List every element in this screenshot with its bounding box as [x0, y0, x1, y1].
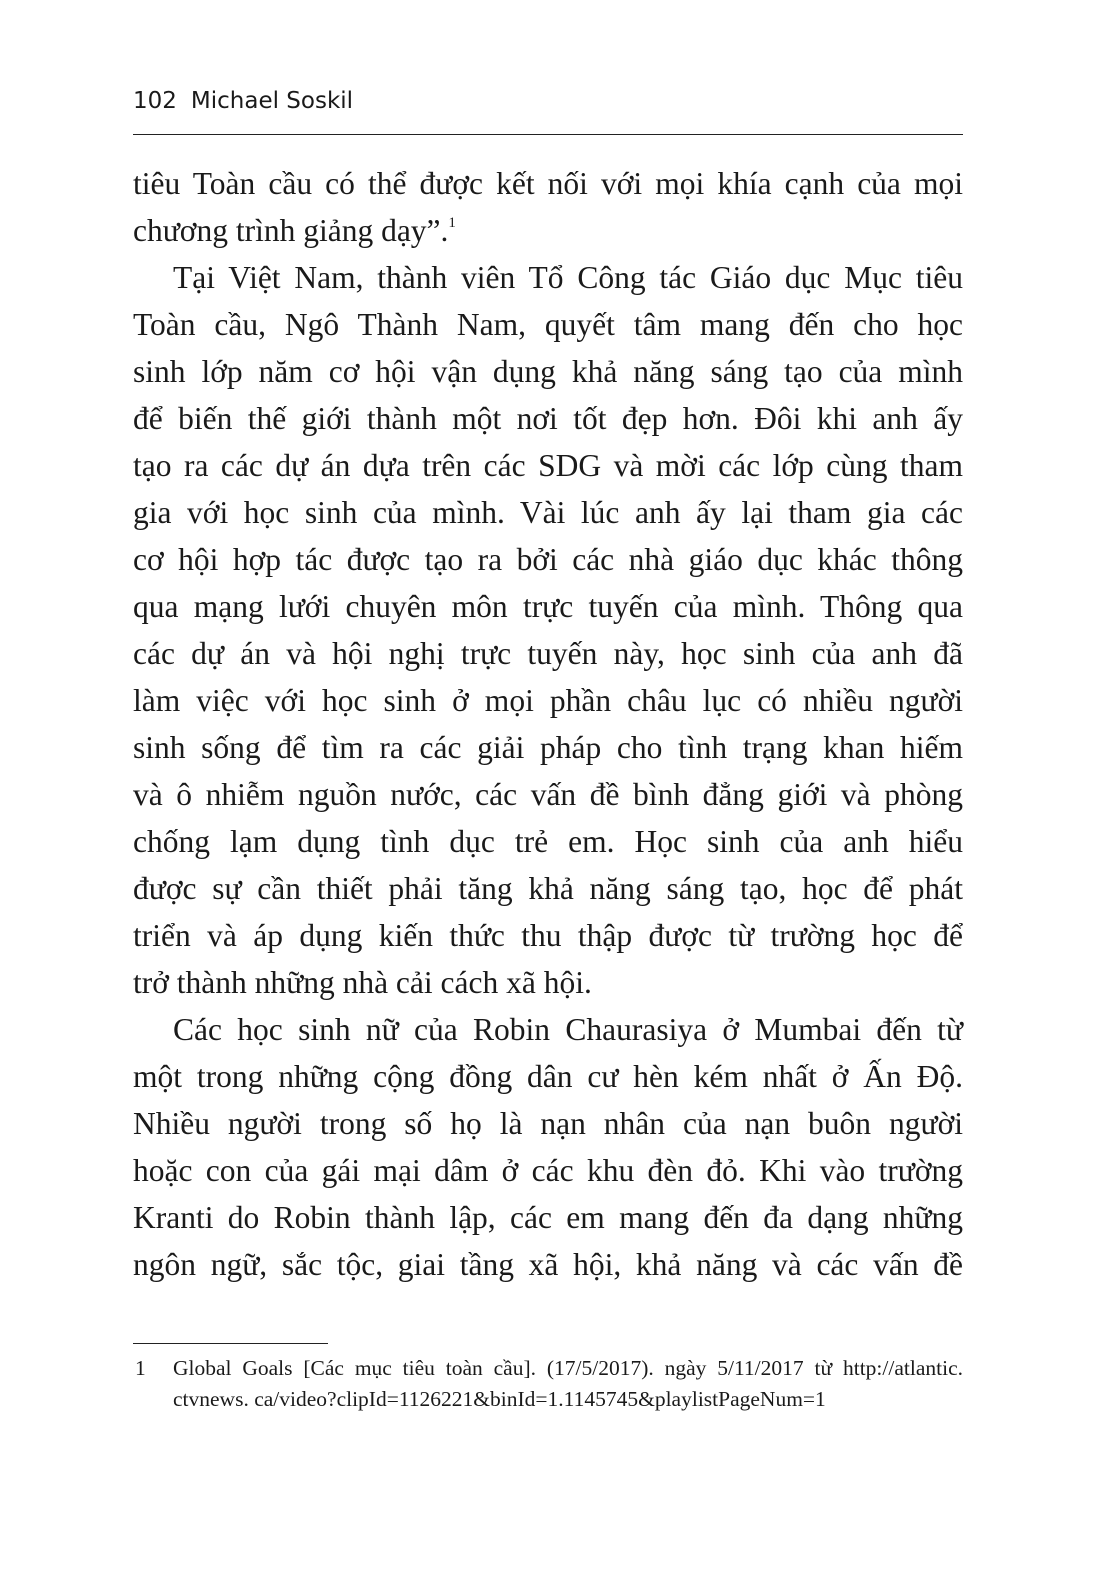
text-line: để biến thế giới thành một nơi tốt đẹp hơn. Đôi khi anh ấy — [133, 401, 963, 436]
text-line: Tại Việt Nam, thành viên Tổ Công tác Giáo dục Mục tiêu — [173, 260, 963, 295]
text-line: một trong những cộng đồng dân cư hèn kém nhất ở Ấn Độ. — [133, 1059, 963, 1094]
footnote-text — [173, 1353, 963, 1415]
footnote-number: 1 — [135, 1356, 146, 1380]
text-line: triển và áp dụng kiến thức thu thập được từ trường học để — [133, 918, 963, 953]
footnote-line: Global Goals [Các mục tiêu toàn cầu]. (17/5/2017). ngày 5/11/2017 từ http://atlantic. — [173, 1356, 963, 1380]
text-line: sinh sống để tìm ra các giải pháp cho tình trạng khan hiếm — [133, 730, 963, 765]
text-line: gia với học sinh của mình. Vài lúc anh ấy lại tham gia các — [133, 495, 963, 530]
page-number: 102 — [133, 88, 177, 114]
paragraph-1 — [133, 160, 963, 254]
text-line: sinh lớp năm cơ hội vận dụng khả năng sáng tạo của mình — [133, 354, 963, 389]
text-line-with-footnote — [133, 207, 963, 254]
text-line: chương trình giảng dạy”. — [133, 213, 449, 248]
author-name: Michael Soskil — [190, 88, 354, 114]
text-line: qua mạng lưới chuyên môn trực tuyến của mình. Thông qua — [133, 589, 963, 624]
running-header — [133, 88, 963, 128]
paragraph-3 — [133, 1006, 963, 1288]
text-line: tạo ra các dự án dựa trên các SDG và mời các lớp cùng tham — [133, 448, 963, 483]
body-text — [133, 160, 963, 1288]
footnote-rule — [133, 1343, 328, 1344]
footnote-link-line[interactable]: ctvnews. ca/video?clipId=1126221&binId=1.1145745&playlistPageNum=1 — [173, 1387, 826, 1411]
text-line: các dự án và hội nghị trực tuyến này, học sinh của anh đã — [133, 636, 963, 671]
text-line: và ô nhiễm nguồn nước, các vấn đề bình đẳng giới và phòng — [133, 777, 963, 812]
text-line: Các học sinh nữ của Robin Chaurasiya ở Mumbai đến từ — [173, 1012, 963, 1047]
text-line: Nhiều người trong số họ là nạn nhân của nạn buôn người — [133, 1106, 963, 1141]
text-line: Kranti do Robin thành lập, các em mang đến đa dạng những — [133, 1200, 963, 1235]
text-line: Toàn cầu, Ngô Thành Nam, quyết tâm mang đến cho học — [133, 307, 963, 342]
header-rule — [133, 134, 963, 135]
text-line: tiêu Toàn cầu có thể được kết nối với mọi khía cạnh của mọi — [133, 166, 963, 201]
text-line: cơ hội hợp tác được tạo ra bởi các nhà giáo dục khác thông — [133, 542, 963, 577]
text-line: ngôn ngữ, sắc tộc, giai tầng xã hội, khả năng và các vấn đề — [133, 1247, 963, 1282]
paragraph-2 — [133, 254, 963, 1006]
text-line: trở thành những nhà cải cách xã hội. — [133, 965, 592, 1000]
text-line: làm việc với học sinh ở mọi phần châu lục có nhiều người — [133, 683, 963, 718]
text-line: chống lạm dụng tình dục trẻ em. Học sinh của anh hiểu — [133, 824, 963, 859]
footnote-reference[interactable]: 1 — [448, 215, 456, 231]
text-line: được sự cần thiết phải tăng khả năng sáng tạo, học để phát — [133, 871, 963, 906]
text-line: hoặc con của gái mại dâm ở các khu đèn đỏ. Khi vào trường — [133, 1153, 963, 1188]
